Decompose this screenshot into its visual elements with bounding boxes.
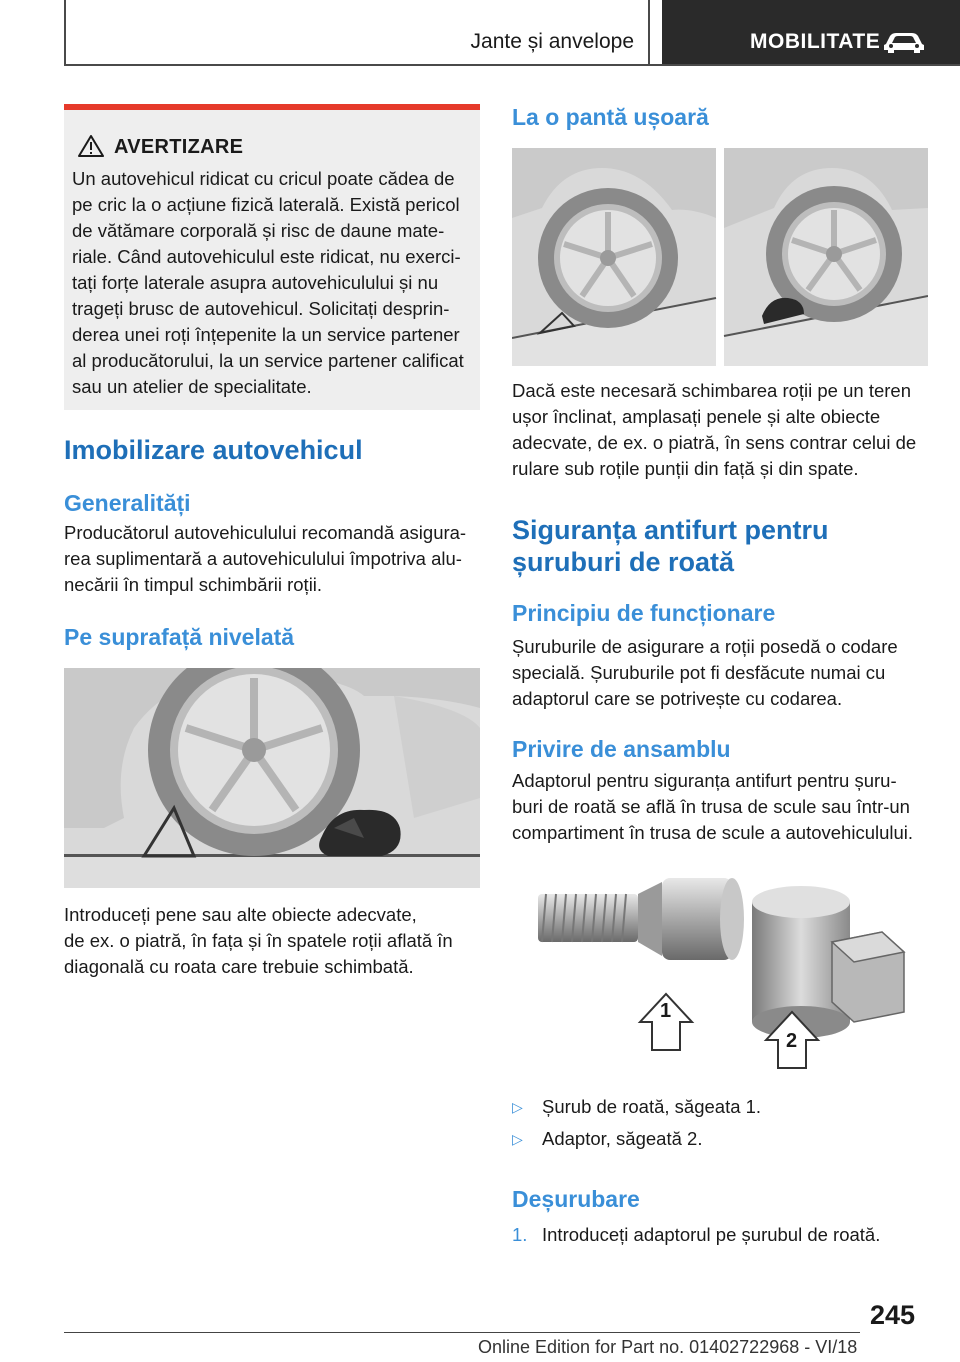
heading-immobilize: Imobilizare autovehicul xyxy=(64,435,363,465)
warning-text: Un autovehicul ridicat cu cricul poate cădea de pe cric la o acțiune fizică laterală. Există pericol de vătămare corporală și risc de daune mate- riale. Când autovehiculul este ridicat, nu exerci- tați forțe laterale asupra autovehiculului și nu trageți brusc de autovehicul. Solicitați desprin- derea unei roți înțepenite la un service partener al producătorului, la un service partener calificat sau un atelier de specialitate. xyxy=(72,168,464,397)
header-chapter-title: MOBILITATE xyxy=(750,30,881,53)
warning-title: AVERTIZARE xyxy=(114,136,244,158)
header-section-title: Jante și anvelope xyxy=(470,30,634,53)
triangle-bullet-icon: ▷ xyxy=(512,1131,523,1147)
heading-unscrew: Deșurubare xyxy=(512,1186,640,1212)
header-section-tab xyxy=(64,0,650,66)
car-icon xyxy=(880,30,928,54)
wheel-bolt-and-adapter-image xyxy=(512,872,928,1072)
warning-triangle-icon xyxy=(78,134,104,158)
list-item: 1. Introduceți adaptorul pe șurubul de roată. xyxy=(512,1220,928,1250)
heading-general: Generalități xyxy=(64,490,191,516)
bolt-adapter-illustration xyxy=(512,872,928,1072)
callout-2: 2 xyxy=(786,1030,798,1052)
heading-overview: Privire de ansamblu xyxy=(512,736,731,762)
wheel-on-level-ground-image xyxy=(64,668,480,888)
heading-principle: Principiu de funcționare xyxy=(512,600,776,626)
slope-text: Dacă este necesară schimbarea roții pe un teren ușor înclinat, amplasați penele și alte obiecte adecvate, de ex. o piatră, în sens contrar celui de rulare sub roțile punții din față și din spate. xyxy=(512,380,917,479)
list-item: ▷ Adaptor, săgeată 2. xyxy=(512,1124,928,1154)
footer-rule xyxy=(64,1332,860,1333)
level-surface-text: Introduceți pene sau alte obiecte adecvate, de ex. o piatră, în fața și în spatele roții aflată în diagonală cu roata care trebuie schimbată. xyxy=(64,904,453,977)
header-chapter-tab xyxy=(662,0,960,66)
parts-list xyxy=(512,1092,928,1154)
slope-illustration xyxy=(512,148,928,366)
level-surface-illustration xyxy=(64,668,480,888)
list-item: ▷ Șurub de roată, săgeata 1. xyxy=(512,1092,928,1122)
heading-antitheft: Siguranța antifurt pentru șuruburi de roată xyxy=(512,515,829,577)
triangle-bullet-icon: ▷ xyxy=(512,1099,523,1115)
footer-edition: Online Edition for Part no. 01402722968 - VI/18 xyxy=(478,1337,858,1357)
header-rule xyxy=(64,64,960,66)
callout-1: 1 xyxy=(660,1000,672,1022)
principle-text: Șuruburile de asigurare a roții posedă o codare specială. Șuruburile pot fi desfăcute numai cu adaptorul care se potrivește cu codarea. xyxy=(512,636,898,709)
heading-slight-slope: La o pantă ușoară xyxy=(512,104,709,130)
page-number: 245 xyxy=(870,1300,916,1330)
warning-box xyxy=(64,104,480,410)
steps-list xyxy=(512,1220,928,1250)
heading-level-surface: Pe suprafață nivelată xyxy=(64,624,295,650)
overview-text: Adaptorul pentru siguranța antifurt pentru șuru- buri de roată se află în trusa de scule sau într-un compartiment în trusa de scule a autovehiculului. xyxy=(512,770,914,843)
general-text: Producătorul autovehiculului recomandă asigura- rea suplimentară a autovehiculului împotriva alu- necării în timpul schimbării roții. xyxy=(64,522,467,595)
wheels-on-slope-image xyxy=(512,148,928,366)
step-number: 1. xyxy=(512,1224,528,1245)
